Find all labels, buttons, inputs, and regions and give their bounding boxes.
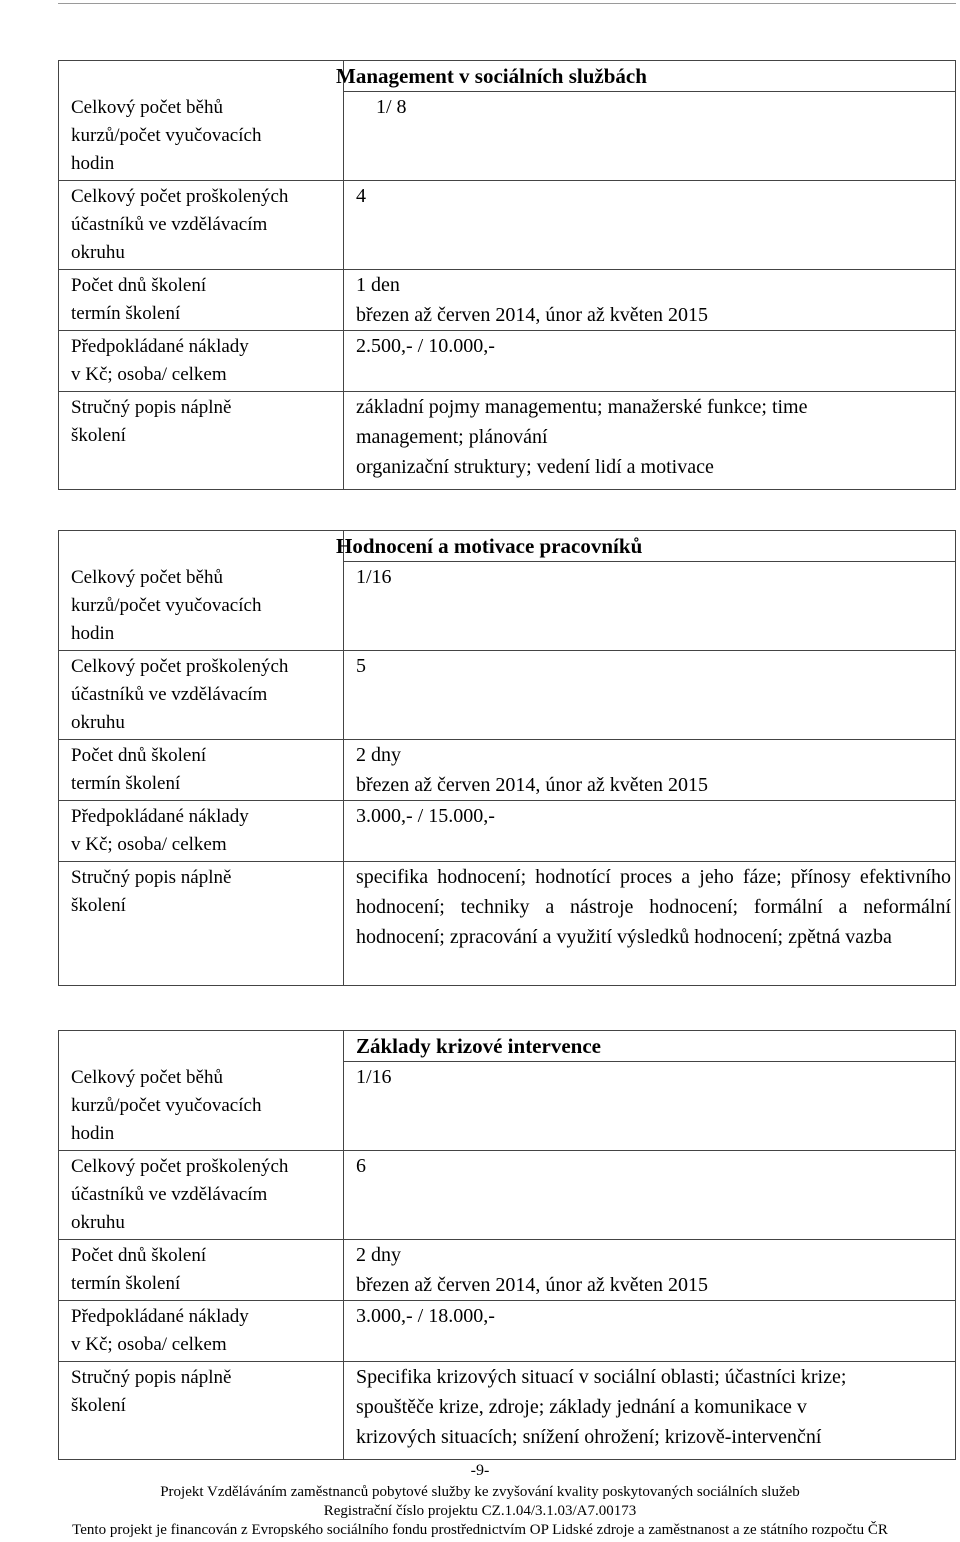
value-days-term	[344, 739, 956, 800]
label-desc	[59, 1361, 344, 1459]
label-line: Celkový počet proškolených	[71, 1155, 289, 1177]
value-participants	[344, 1150, 956, 1239]
label-spacer	[59, 1031, 344, 1062]
label-line: hodin	[71, 1122, 115, 1144]
footer-registration: Registrační číslo projektu CZ.1.04/3.1.03/A7.00173	[323, 1503, 637, 1519]
value-runs	[344, 1062, 956, 1151]
label-line: účastníků ve vzdělávacím	[71, 683, 268, 705]
label-line: kurzů/počet vyučovacích	[71, 594, 262, 616]
participants-value: 5	[356, 654, 366, 677]
label-runs	[59, 562, 344, 651]
label-line: Celkový počet proškolených	[71, 185, 289, 207]
value-days-term	[344, 1239, 956, 1300]
label-line: v Kč; osoba/ celkem	[71, 363, 227, 385]
desc-line: základní pojmy managementu; manažerské funkce; time	[356, 395, 808, 418]
desc-line: organizační struktury; vedení lidí a motivace	[356, 455, 714, 478]
label-participants	[59, 180, 344, 269]
label-line: Celkový počet běhů	[71, 566, 223, 588]
participants-value: 6	[356, 1154, 366, 1177]
label-spacer	[59, 531, 344, 562]
runs-value: 1/16	[356, 566, 392, 588]
label-line: kurzů/počet vyučovacích	[71, 124, 262, 146]
value-desc	[344, 861, 956, 985]
label-participants	[59, 650, 344, 739]
top-rule	[58, 3, 956, 4]
desc-line: Specifika krizových situací v sociální oblasti; účastníci krize;	[356, 1365, 847, 1388]
label-line: školení	[71, 1394, 126, 1416]
course-title-cell	[336, 531, 956, 562]
desc-line: krizových situacích; snížení ohrožení; krizově-intervenční	[356, 1425, 822, 1448]
label-line: Předpokládané náklady	[71, 805, 249, 827]
label-line: okruhu	[71, 711, 125, 733]
label-line: Předpokládané náklady	[71, 1305, 249, 1327]
label-line: termín školení	[71, 772, 181, 794]
label-line: hodin	[71, 152, 115, 174]
label-line: Stručný popis náplně	[71, 1366, 232, 1388]
course-title: Základy krizové intervence	[356, 1034, 601, 1058]
costs-value: 2.500,- / 10.000,-	[356, 334, 495, 357]
value-desc	[344, 391, 956, 489]
course-title: Management v sociálních službách	[336, 64, 647, 88]
label-line: hodin	[71, 622, 115, 644]
runs-value: 1/ 8	[376, 96, 407, 118]
label-line: Počet dnů školení	[71, 744, 207, 766]
label-runs	[59, 92, 344, 181]
label-costs	[59, 1300, 344, 1361]
label-line: v Kč; osoba/ celkem	[71, 833, 227, 855]
value-participants	[344, 180, 956, 269]
label-line: termín školení	[71, 302, 181, 324]
course-title: Hodnocení a motivace pracovníků	[336, 534, 643, 558]
label-line: termín školení	[71, 1272, 181, 1294]
label-line: Celkový počet běhů	[71, 96, 223, 118]
label-days-term	[59, 1239, 344, 1300]
label-line: okruhu	[71, 241, 125, 263]
label-line: Počet dnů školení	[71, 274, 207, 296]
value-desc	[344, 1361, 956, 1459]
label-line: kurzů/počet vyučovacích	[71, 1094, 262, 1116]
course-table-3	[58, 1030, 956, 1460]
label-line: Celkový počet běhů	[71, 1066, 223, 1088]
costs-value: 3.000,- / 15.000,-	[356, 804, 495, 827]
course-title-cell	[344, 1031, 956, 1062]
value-participants	[344, 650, 956, 739]
label-line: účastníků ve vzdělávacím	[71, 1183, 268, 1205]
value-costs	[344, 330, 956, 391]
label-line: účastníků ve vzdělávacím	[71, 213, 268, 235]
label-days-term	[59, 739, 344, 800]
runs-value: 1/16	[356, 1066, 392, 1088]
value-days-term	[344, 269, 956, 330]
label-days-term	[59, 269, 344, 330]
label-line: Celkový počet proškolených	[71, 655, 289, 677]
label-line: Předpokládané náklady	[71, 335, 249, 357]
footer-project: Projekt Vzděláváním zaměstnanců pobytové služby ke zvyšování kvality poskytovaných sociálních služeb	[160, 1484, 800, 1500]
term-value: březen až červen 2014, únor až květen 2015	[356, 1273, 709, 1296]
desc-line: spouštěče krize, zdroje; základy jednání a komunikace v	[356, 1395, 807, 1418]
desc-text: specifika hodnocení; hodnotící proces a jeho fáze; přínosy efektivního hodnocení; techniky a nástroje hodnocení; formální a neformální hodnocení; zpracování a využití výsledků hodnocení; zpětná vazba	[356, 865, 951, 948]
term-value: březen až červen 2014, únor až květen 2015	[356, 303, 709, 326]
participants-value: 4	[356, 184, 366, 207]
label-spacer	[59, 61, 344, 92]
days-value: 2 dny	[356, 1243, 401, 1266]
label-line: Počet dnů školení	[71, 1244, 207, 1266]
label-desc	[59, 391, 344, 489]
days-value: 1 den	[356, 273, 400, 296]
term-value: březen až červen 2014, únor až květen 2015	[356, 773, 709, 796]
footer-funding: Tento projekt je financován z Evropského sociálního fondu prostřednictvím OP Lidské zdroje a zaměstnanost a ze státního rozpočtu ČR	[72, 1522, 888, 1538]
desc-line: management; plánování	[356, 425, 548, 448]
label-participants	[59, 1150, 344, 1239]
label-desc	[59, 861, 344, 985]
label-costs	[59, 330, 344, 391]
value-runs	[344, 562, 956, 651]
course-table-1	[58, 60, 956, 490]
label-line: v Kč; osoba/ celkem	[71, 1333, 227, 1355]
label-runs	[59, 1062, 344, 1151]
label-line: školení	[71, 894, 126, 916]
course-table-2	[58, 530, 956, 986]
value-costs	[344, 1300, 956, 1361]
days-value: 2 dny	[356, 743, 401, 766]
label-line: Stručný popis náplně	[71, 396, 232, 418]
value-costs	[344, 800, 956, 861]
label-costs	[59, 800, 344, 861]
value-runs	[344, 92, 956, 181]
label-line: Stručný popis náplně	[71, 866, 232, 888]
costs-value: 3.000,- / 18.000,-	[356, 1304, 495, 1327]
course-title-cell	[336, 61, 956, 92]
label-line: okruhu	[71, 1211, 125, 1233]
page-number: -9-	[470, 1462, 490, 1479]
label-line: školení	[71, 424, 126, 446]
